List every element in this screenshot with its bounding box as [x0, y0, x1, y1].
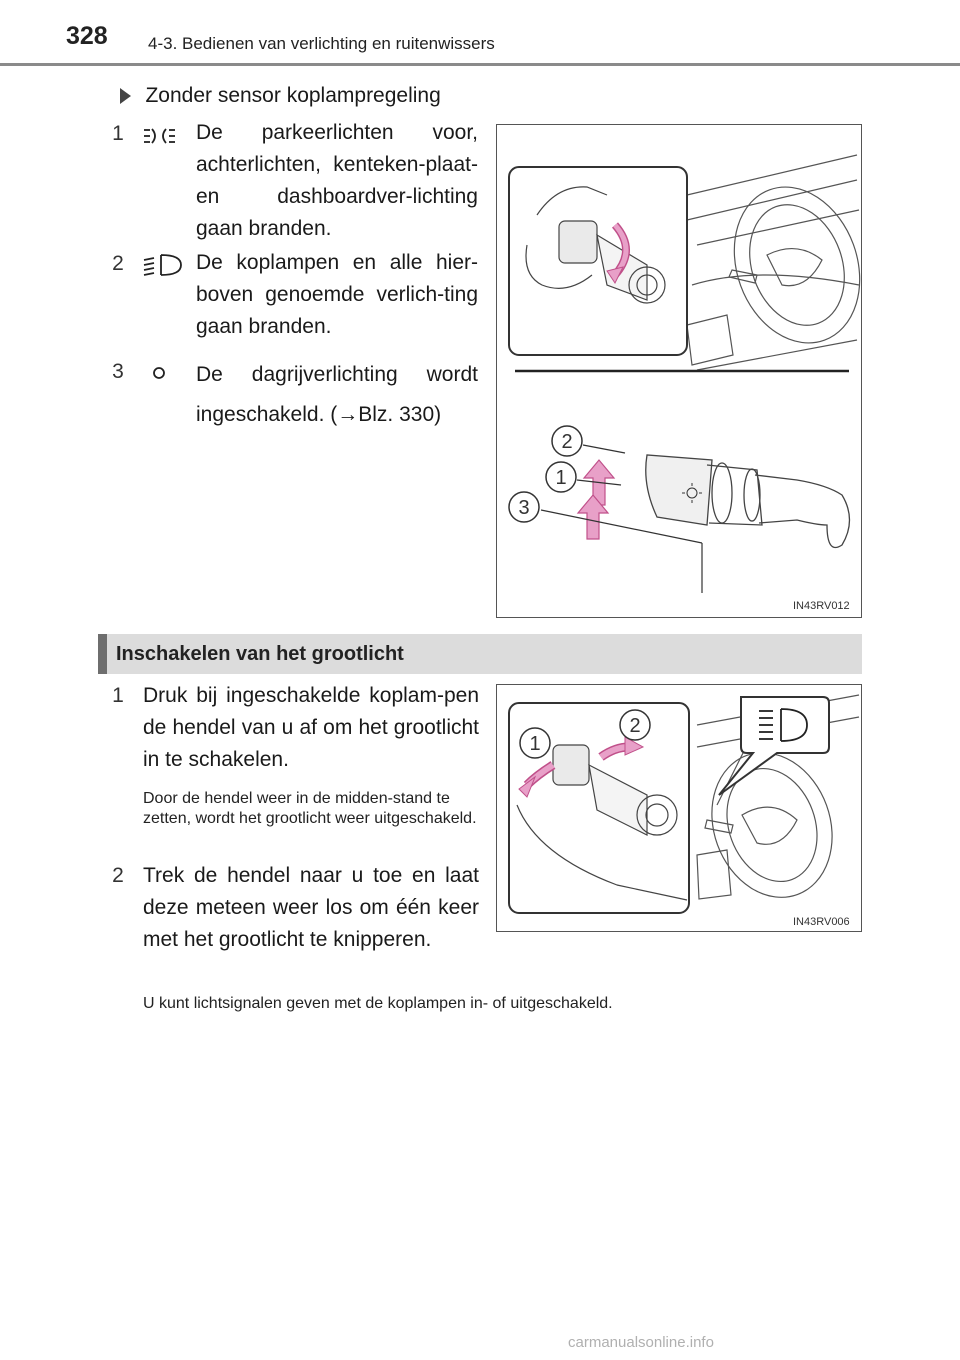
list2-item2-text: Trek de hendel naar u toe en laat deze meteen weer los om één keer met het grootlicht te knipperen. [143, 864, 479, 951]
figure-high-beam [496, 684, 862, 932]
off-position-icon [151, 365, 167, 381]
callout-1: 1 [555, 467, 567, 489]
figure-headlight-switch-drawing [497, 125, 861, 617]
page-number: 328 [66, 22, 108, 50]
list2-item1-text: Druk bij ingeschakelde koplam-pen de hendel van u af om het grootlicht in te schakelen. [143, 684, 479, 771]
list1-item3-number: 3 [112, 360, 124, 383]
list2-item1-number: 1 [112, 684, 124, 707]
callout-2: 2 [561, 431, 573, 453]
header-rule [0, 63, 960, 66]
subheading-row [120, 80, 441, 112]
figure-high-beam-drawing [497, 685, 861, 931]
parking-lights-icon [143, 126, 183, 146]
triangle-bullet-icon [120, 88, 131, 104]
callout-1: 1 [529, 733, 541, 755]
list2-item2-number: 2 [112, 864, 124, 887]
low-beam-icon [143, 253, 183, 277]
callout-3: 3 [518, 497, 530, 519]
chapter-title: 4-3. Bedienen van verlichting en ruitenwissers [148, 34, 495, 53]
list1-item2-number: 2 [112, 252, 124, 275]
list1-item1-number: 1 [112, 122, 124, 145]
section-title: Inschakelen van het grootlicht [116, 643, 404, 665]
list1-item3-text: De dagrijverlichting wordt ingeschakeld. (→Blz. 330) [196, 363, 478, 426]
list1-item2-text: De koplampen en alle hier-boven genoemde verlich-ting gaan branden. [196, 251, 478, 338]
figure-headlight-switch [496, 124, 862, 618]
list1-item1-text: De parkeerlichten voor, achterlichten, kenteken-plaat- en dashboardver-lichting gaan branden. [196, 121, 478, 240]
section-heading-accent [98, 634, 107, 674]
list2-item1-note: Door de hendel weer in de midden-stand te zetten, wordt het grootlicht weer uitgeschakeld. [143, 790, 477, 827]
figure2-code: IN43RV006 [793, 916, 850, 928]
list2-item2-note: U kunt lichtsignalen geven met de koplampen in- of uitgeschakeld. [143, 995, 613, 1012]
figure1-code: IN43RV012 [793, 600, 850, 612]
watermark: carmanualsonline.info [568, 1334, 714, 1351]
subheading-text: Zonder sensor koplampregeling [145, 84, 441, 107]
callout-2: 2 [629, 715, 641, 737]
